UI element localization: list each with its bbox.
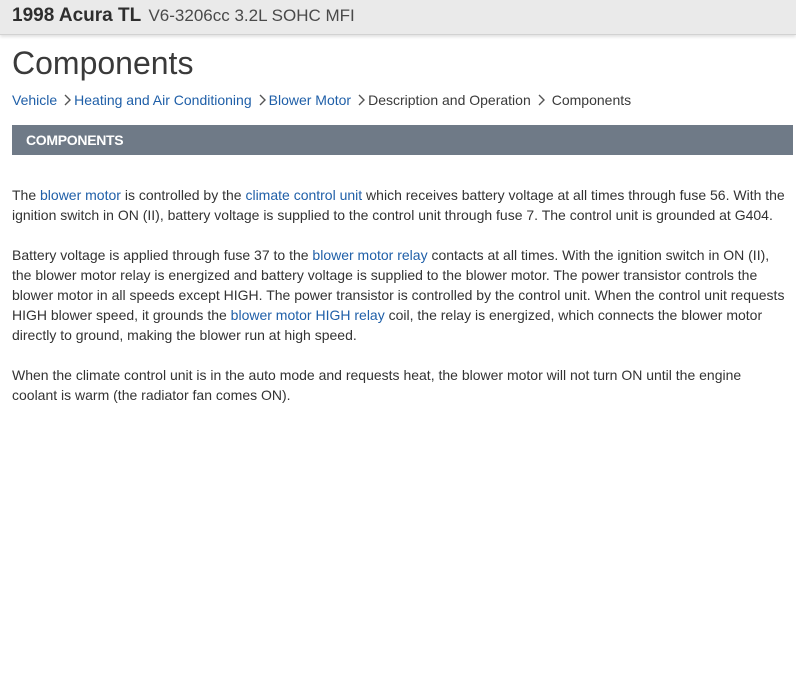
section-header-title: COMPONENTS <box>26 132 124 148</box>
p2-text-1: Battery voltage is applied through fuse 37 to the <box>12 247 313 263</box>
vehicle-title <box>12 5 355 27</box>
paragraph-3: When the climate control unit is in the auto mode and requests heat, the blower motor will not turn ON until the engine coolant is warm (the radiator fan comes ON). <box>12 367 742 403</box>
p2-text-2: contacts at all times. With the ignition switch in ON (II), the blower motor relay is energized and battery voltage is supplied to the blower motor. The power transistor controls the blower motor in all speeds except HIGH. The power transistor is controlled by the control unit. When the control unit requests HIGH blower speed, it grounds the <box>12 247 785 323</box>
blower-motor-high-relay-link[interactable]: blower motor HIGH relay <box>230 307 385 323</box>
vehicle-year-model: 1998 Acura TL <box>12 5 142 26</box>
breadcrumb-vehicle-link[interactable]: Vehicle <box>12 92 58 108</box>
blower-motor-relay-link[interactable]: blower motor relay <box>312 247 428 263</box>
breadcrumb <box>12 91 631 109</box>
section-header <box>12 125 793 155</box>
paragraph-1 <box>12 185 788 225</box>
p1-text-2: is controlled by the <box>120 187 246 203</box>
blower-motor-link[interactable]: blower motor <box>40 187 121 203</box>
paragraph-2 <box>12 245 788 345</box>
page-title: Components <box>12 45 194 81</box>
vehicle-header-bar <box>0 0 796 35</box>
p1-text-1: The <box>12 187 41 203</box>
chevron-right-icon <box>256 93 268 107</box>
vehicle-engine: V6-3206cc 3.2L SOHC MFI <box>148 6 355 25</box>
breadcrumb-description-operation: Description and Operation <box>368 92 531 108</box>
chevron-right-icon <box>535 93 547 107</box>
breadcrumb-heating-ac-link[interactable]: Heating and Air Conditioning <box>74 92 252 108</box>
climate-control-unit-link[interactable]: climate control unit <box>245 187 363 203</box>
article-body <box>12 185 788 425</box>
p2-text-3: coil, the relay is energized, which connects the blower motor directly to ground, making the blower run at high speed. <box>12 307 763 343</box>
chevron-right-icon <box>61 93 73 107</box>
p1-text-3: which receives battery voltage at all times through fuse 56. With the ignition switch in ON (II), battery voltage is supplied to the control unit through fuse 7. The control unit is grounded at G404. <box>12 187 785 223</box>
breadcrumb-components-current: Components <box>551 92 632 108</box>
breadcrumb-blower-motor-link[interactable]: Blower Motor <box>268 92 352 108</box>
chevron-right-icon <box>355 93 367 107</box>
